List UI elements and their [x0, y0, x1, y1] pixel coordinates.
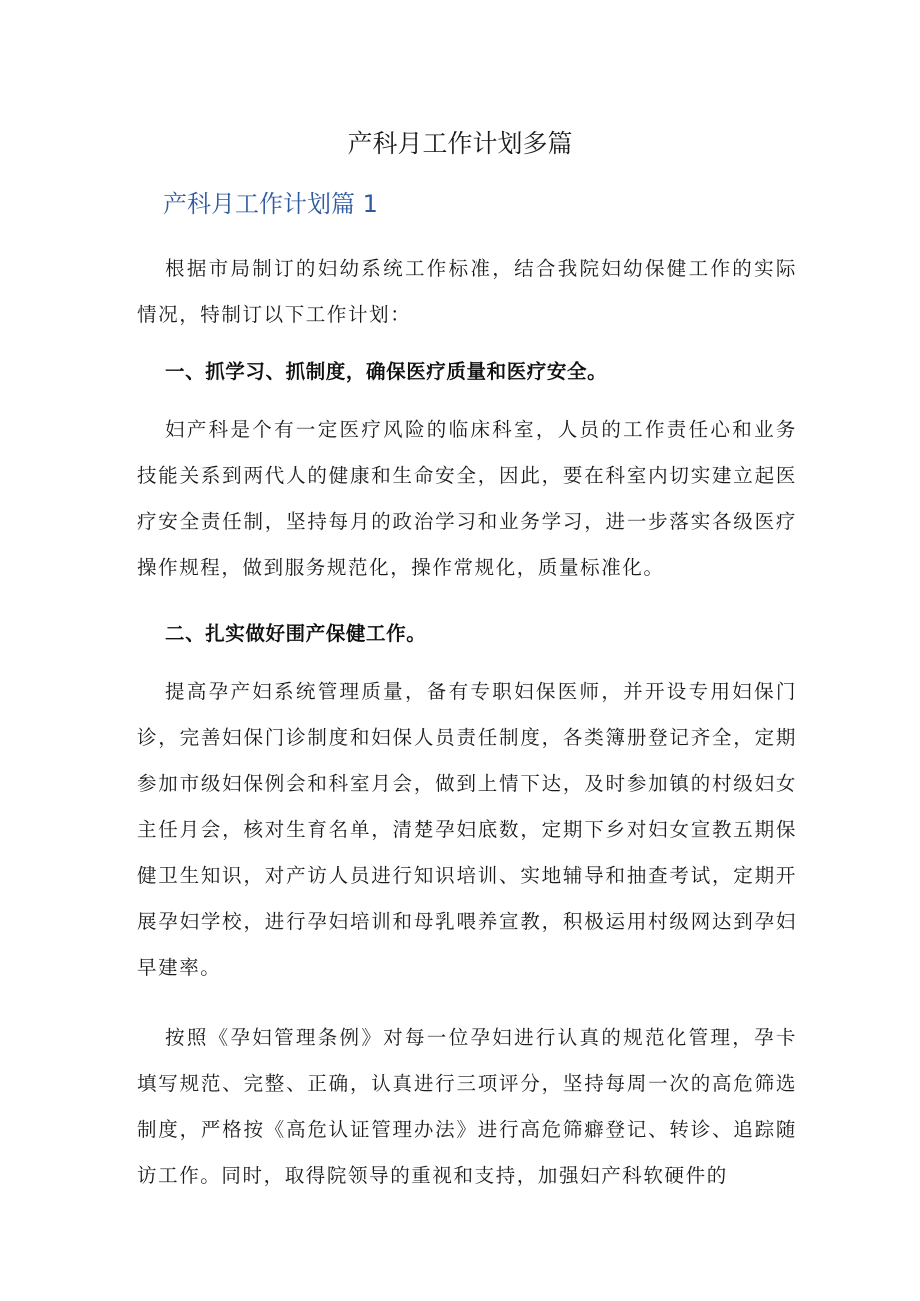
- paragraph-3: 按照《孕妇管理条例》对每一位孕妇进行认真的规范化管理，孕卡填写规范、完整、正确，认真进行三项评分，坚持每周一次的高危筛选制度，严格按《高危认证管理办法》进行高危筛癖登记、转诊、追踪随访工作。同时，取得院领导的重视和支持，加强妇产科软硬件的: [137, 1026, 797, 1187]
- section-heading: 产科月工作计划篇 1: [163, 190, 378, 218]
- paragraph-2: 提高孕产妇系统管理质量，备有专职妇保医师，并开设专用妇保门诊，完善妇保门诊制度和妇保人员责任制度，各类簿册登记齐全，定期参加市级妇保例会和科室月会，做到上情下达，及时参加镇的村级妇女主任月会，核对生育名单，清楚孕妇底数，定期下乡对妇女宣教五期保健卫生知识，对产访人员进行知识培训、实地辅导和抽查考试，定期开展孕妇学校，进行孕妇培训和母乳喂养宣教，积极运用村级网达到孕妇早建率。: [137, 680, 797, 979]
- document-title: 产科月工作计划多篇: [347, 129, 573, 158]
- intro-paragraph: 根据市局制订的妇幼系统工作标准，结合我院妇幼保健工作的实际情况，特制订以下工作计划：: [137, 257, 797, 326]
- paragraph-1: 妇产科是个有一定医疗风险的临床科室，人员的工作责任心和业务技能关系到两代人的健康和生命安全，因此，要在科室内切实建立起医疗安全责任制，坚持每月的政治学习和业务学习，进一步落实各级医疗操作规程，做到服务规范化，操作常规化，质量标准化。: [137, 418, 797, 579]
- subheading-2: 二、扎实做好围产保健工作。: [165, 622, 427, 645]
- subheading-1: 一、抓学习、抓制度，确保医疗质量和医疗安全。: [165, 360, 608, 383]
